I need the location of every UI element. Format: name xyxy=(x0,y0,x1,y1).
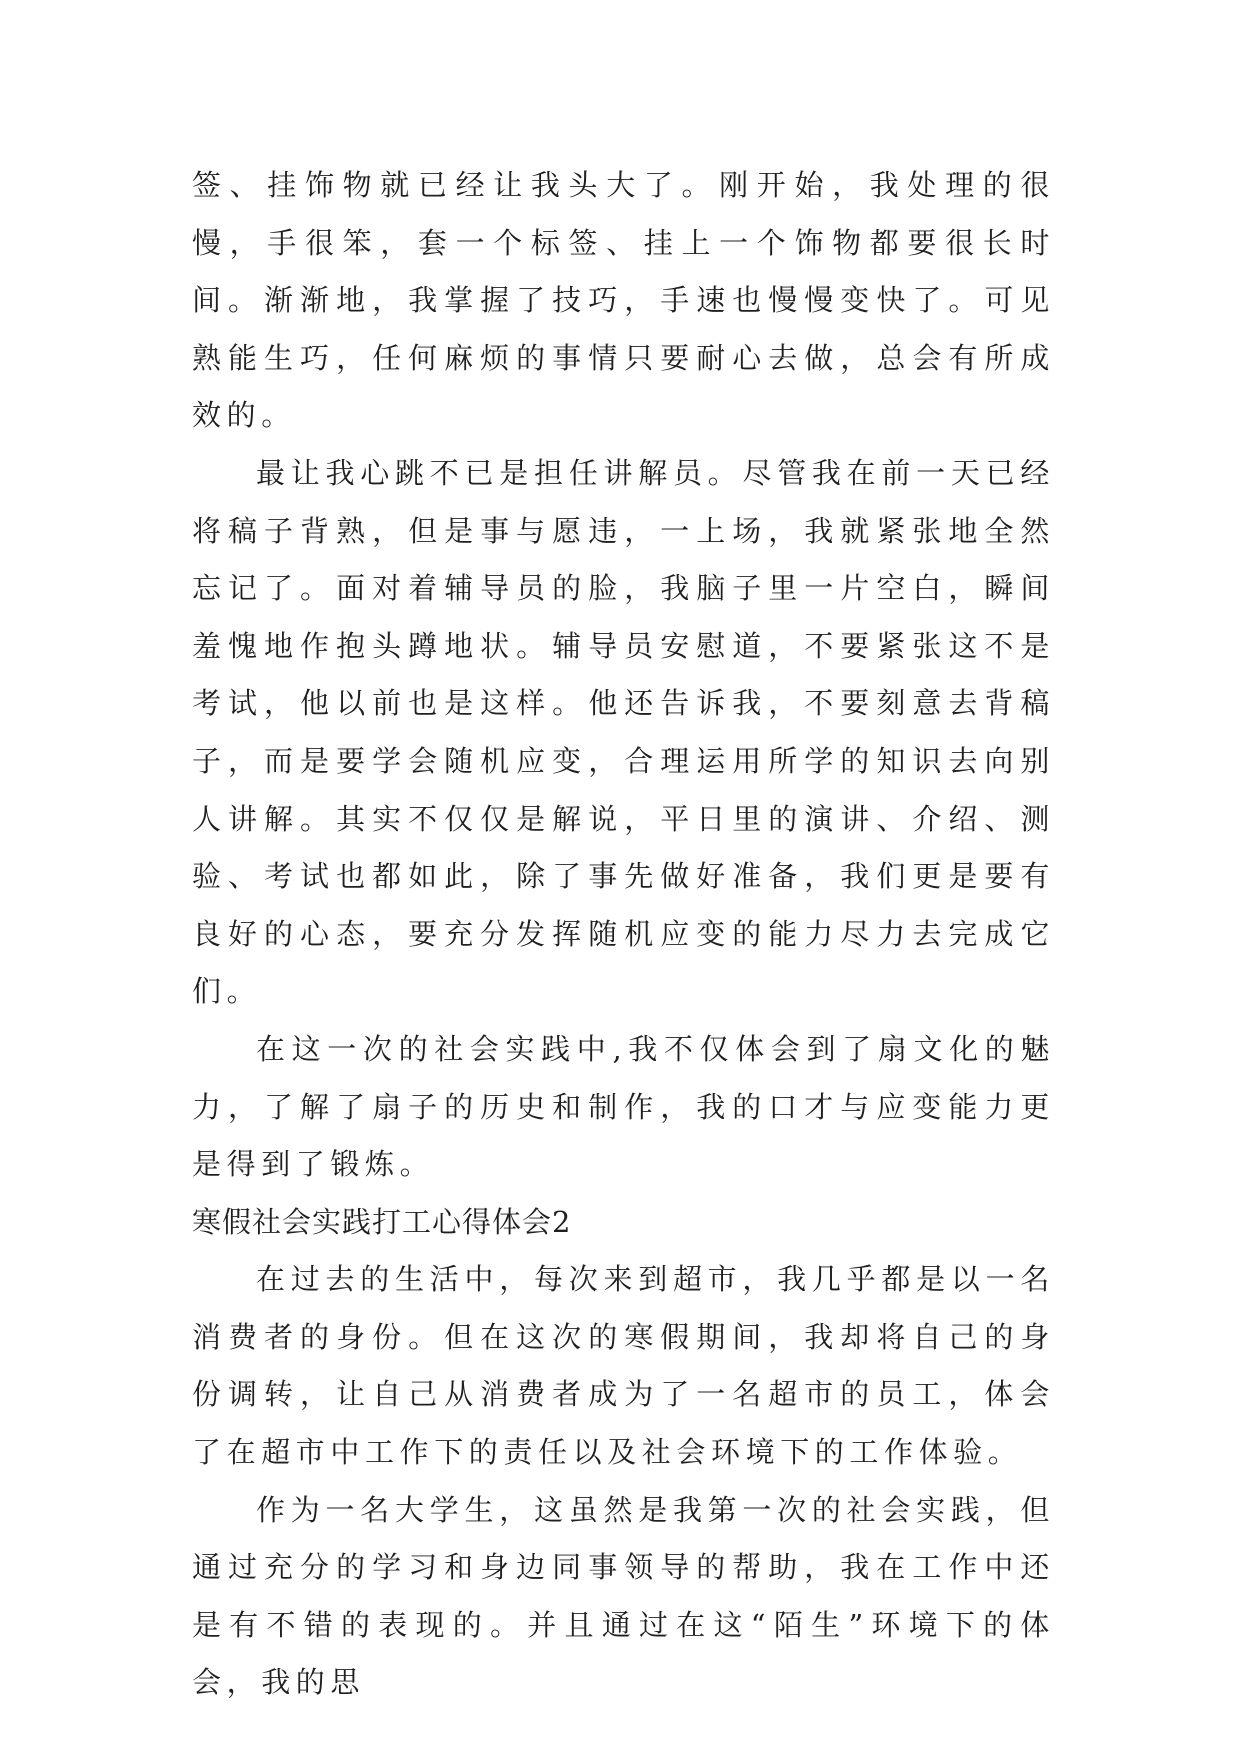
section-heading: 寒假社会实践打工心得体会2 xyxy=(192,1204,572,1239)
paragraph-conclusion: 在这一次的社会实践中,我不仅体会到了扇文化的魅力，了解了扇子的历史和制作，我的口才与应变能力更是得到了锻炼。 xyxy=(192,1031,1055,1182)
paragraph-experience: 作为一名大学生，这虽然是我第一次的社会实践，但通过充分的学习和身边同事领导的帮助，我在工作中还是有不错的表现的。并且通过在这“陌生”环境下的体会，我的思 xyxy=(192,1492,1055,1700)
paragraph-intro: 在过去的生活中，每次来到超市，我几乎都是以一名消费者的身份。但在这次的寒假期间，我却将自己的身份调转，让自己从消费者成为了一名超市的员工，体会了在超市中工作下的责任以及社会环境下的工作体验。 xyxy=(192,1262,1055,1470)
document-body xyxy=(192,157,1055,1712)
paragraph-continued: 签、挂饰物就已经让我头大了。刚开始，我处理的很慢，手很笨，套一个标签、挂上一个饰物都要很长时间。渐渐地，我掌握了技巧，手速也慢慢变快了。可见熟能生巧，任何麻烦的事情只要耐心去做，总会有所成效的。 xyxy=(192,168,1055,433)
paragraph-narrator: 最让我心跳不已是担任讲解员。尽管我在前一天已经将稿子背熟，但是事与愿违，一上场，我就紧张地全然忘记了。面对着辅导员的脸，我脑子里一片空白，瞬间羞愧地作抱头蹲地状。辅导员安慰道，不要紧张这不是考试，他以前也是这样。他还告诉我，不要刻意去背稿子，而是要学会随机应变，合理运用所学的知识去向别人讲解。其实不仅仅是解说，平日里的演讲、介绍、测验、考试也都如此，除了事先做好准备，我们更是要有良好的心态，要充分发挥随机应变的能力尽力去完成它们。 xyxy=(192,455,1055,1009)
